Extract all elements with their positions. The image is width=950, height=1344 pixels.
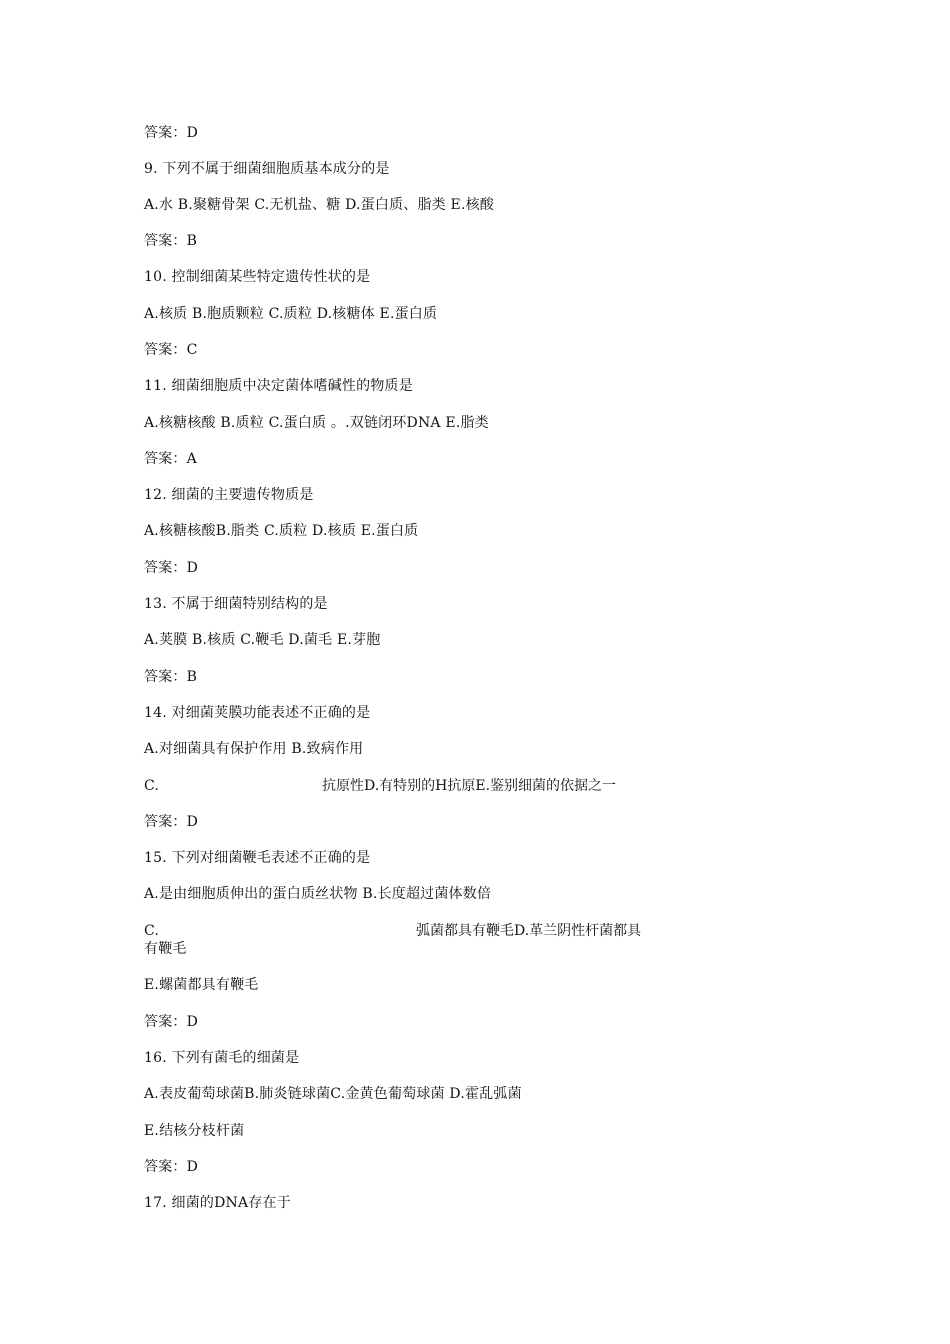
- answer-line: 答案：A: [144, 451, 197, 467]
- answer-line: 答案：D: [144, 125, 199, 141]
- question-17: 17. 细菌的DNA存在于: [144, 1195, 291, 1211]
- answer-line: 答案：B: [144, 233, 198, 249]
- options-15-wrap: 有鞭毛: [144, 941, 187, 957]
- options-11: A.核糖核酸 B.质粒 C.蛋白质 。.双链闭环DNA E.脂类: [144, 415, 489, 431]
- options-15-e: E.螺菌都具有鞭毛: [144, 977, 259, 993]
- answer-line: 答案：D: [144, 814, 199, 830]
- options-14-cde: 抗原性D.有特别的H抗原E.鉴别细菌的依据之一: [322, 778, 617, 794]
- answer-line: 答案：D: [144, 560, 199, 576]
- question-9: 9. 下列不属于细菌细胞质基本成分的是: [144, 161, 390, 177]
- options-16-abcd: A.表皮葡萄球菌B.肺炎链球菌C.金黄色葡萄球菌 D.霍乱弧菌: [144, 1086, 522, 1102]
- options-13: A.荚膜 B.核质 C.鞭毛 D.菌毛 E.芽胞: [144, 632, 381, 648]
- answer-line: 答案：D: [144, 1159, 199, 1175]
- options-15-cd: 弧菌都具有鞭毛D.革兰阴性杆菌都具: [416, 923, 642, 939]
- question-12: 12. 细菌的主要遗传物质是: [144, 487, 314, 503]
- question-10: 10. 控制细菌某些特定遗传性状的是: [144, 269, 371, 285]
- question-15: 15. 下列对细菌鞭毛表述不正确的是: [144, 850, 371, 866]
- question-14: 14. 对细菌荚膜功能表述不正确的是: [144, 705, 371, 721]
- answer-line: 答案：D: [144, 1014, 199, 1030]
- question-13: 13. 不属于细菌特别结构的是: [144, 596, 328, 612]
- answer-line: 答案：B: [144, 669, 198, 685]
- options-10: A.核质 B.胞质颗粒 C.质粒 D.核糖体 E.蛋白质: [144, 306, 438, 322]
- question-16: 16. 下列有菌毛的细菌是: [144, 1050, 300, 1066]
- options-16-e: E.结核分枝杆菌: [144, 1123, 245, 1139]
- options-12: A.核糖核酸B.脂类 C.质粒 D.核质 E.蛋白质: [144, 523, 419, 539]
- options-9: A.水 B.聚糖骨架 C.无机盐、糖 D.蛋白质、脂类 E.核酸: [144, 197, 495, 213]
- options-14-ab: A.对细菌具有保护作用 B.致病作用: [144, 741, 364, 757]
- question-11: 11. 细菌细胞质中决定菌体嗜碱性的物质是: [144, 378, 413, 394]
- options-14-c-prefix: C.: [144, 778, 160, 794]
- options-15-c-prefix: C.: [144, 923, 160, 939]
- options-15-ab: A.是由细胞质伸出的蛋白质丝状物 B.长度超过菌体数倍: [144, 886, 492, 902]
- answer-line: 答案：C: [144, 342, 198, 358]
